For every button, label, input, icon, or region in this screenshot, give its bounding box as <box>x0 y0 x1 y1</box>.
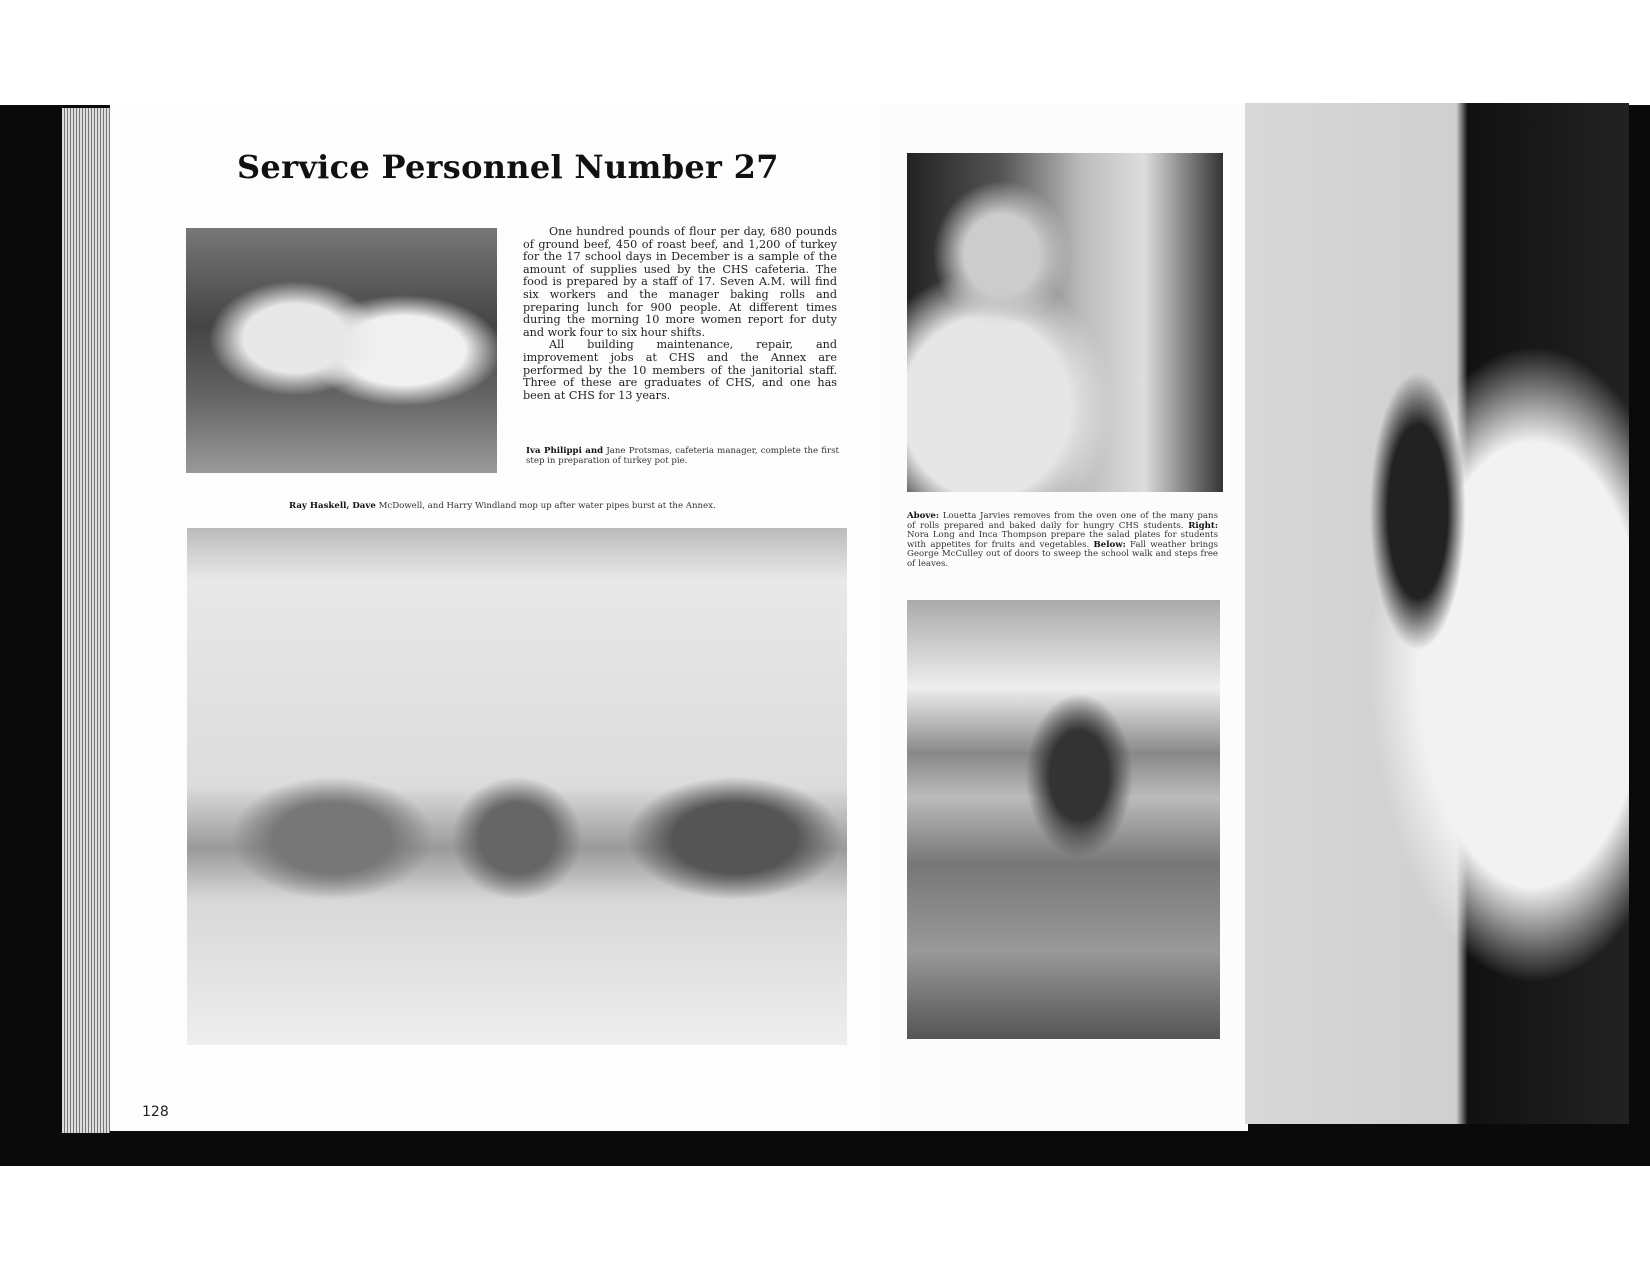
photo-cafeteria-workers <box>186 228 497 473</box>
page-number: 128 <box>142 1104 169 1120</box>
caption-label: Right: <box>1188 520 1218 531</box>
caption-names: Ray Haskell, Dave <box>289 501 376 511</box>
article-body <box>523 226 837 402</box>
caption-names: Iva Philippi and <box>526 446 604 456</box>
page-edges <box>62 108 110 1133</box>
caption-kitchen <box>526 447 839 466</box>
caption-label: Below: <box>1093 539 1126 550</box>
page-title: Service Personnel Number 27 <box>237 148 779 186</box>
caption-text: McDowell, and Harry Windland mop up after water pipes burst at the Annex. <box>378 501 716 511</box>
body-paragraph: One hundred pounds of flour per day, 680 pounds of ground beef, 450 of roast beef, and 1,200 of turkey for the 17 school days in December is a sample of the amount of supplies used by the CHS cafeteria. The food is prepared by a staff of 17. Seven A.M. will find six workers and the manager baking rolls and preparing lunch for 900 people. At different times during the morning 10 more women report for duty and work four to six hour shifts. <box>523 225 837 339</box>
caption-mop <box>289 502 849 512</box>
caption-text: Jane Protsmas, cafeteria manager, complete the first step in preparation of turkey pot pie. <box>526 446 839 466</box>
body-paragraph: All building maintenance, repair, and improvement jobs at CHS and the Annex are performed by the 10 members of the janitorial staff. Three of these are graduates of CHS, and one has been at CHS for 13 years. <box>523 338 837 402</box>
photo-janitors-mopping <box>187 528 847 1045</box>
caption-text: Nora Long and Inca Thompson prepare the salad plates for students with appetites for fruits and vegetables. <box>907 530 1218 550</box>
photo-sweeping-leaves <box>907 600 1220 1039</box>
photo-salad-preparation <box>1245 103 1629 1124</box>
caption-text: Fall weather brings George McCulley out of doors to sweep the school walk and steps free of leaves. <box>907 539 1219 569</box>
caption-label: Above: <box>907 511 940 521</box>
photo-oven-rolls <box>907 153 1223 492</box>
caption-text: Louetta Jarvies removes from the oven one of the many pans of rolls prepared and baked daily for hungry CHS students. <box>907 511 1218 531</box>
caption-right-page <box>907 512 1218 570</box>
